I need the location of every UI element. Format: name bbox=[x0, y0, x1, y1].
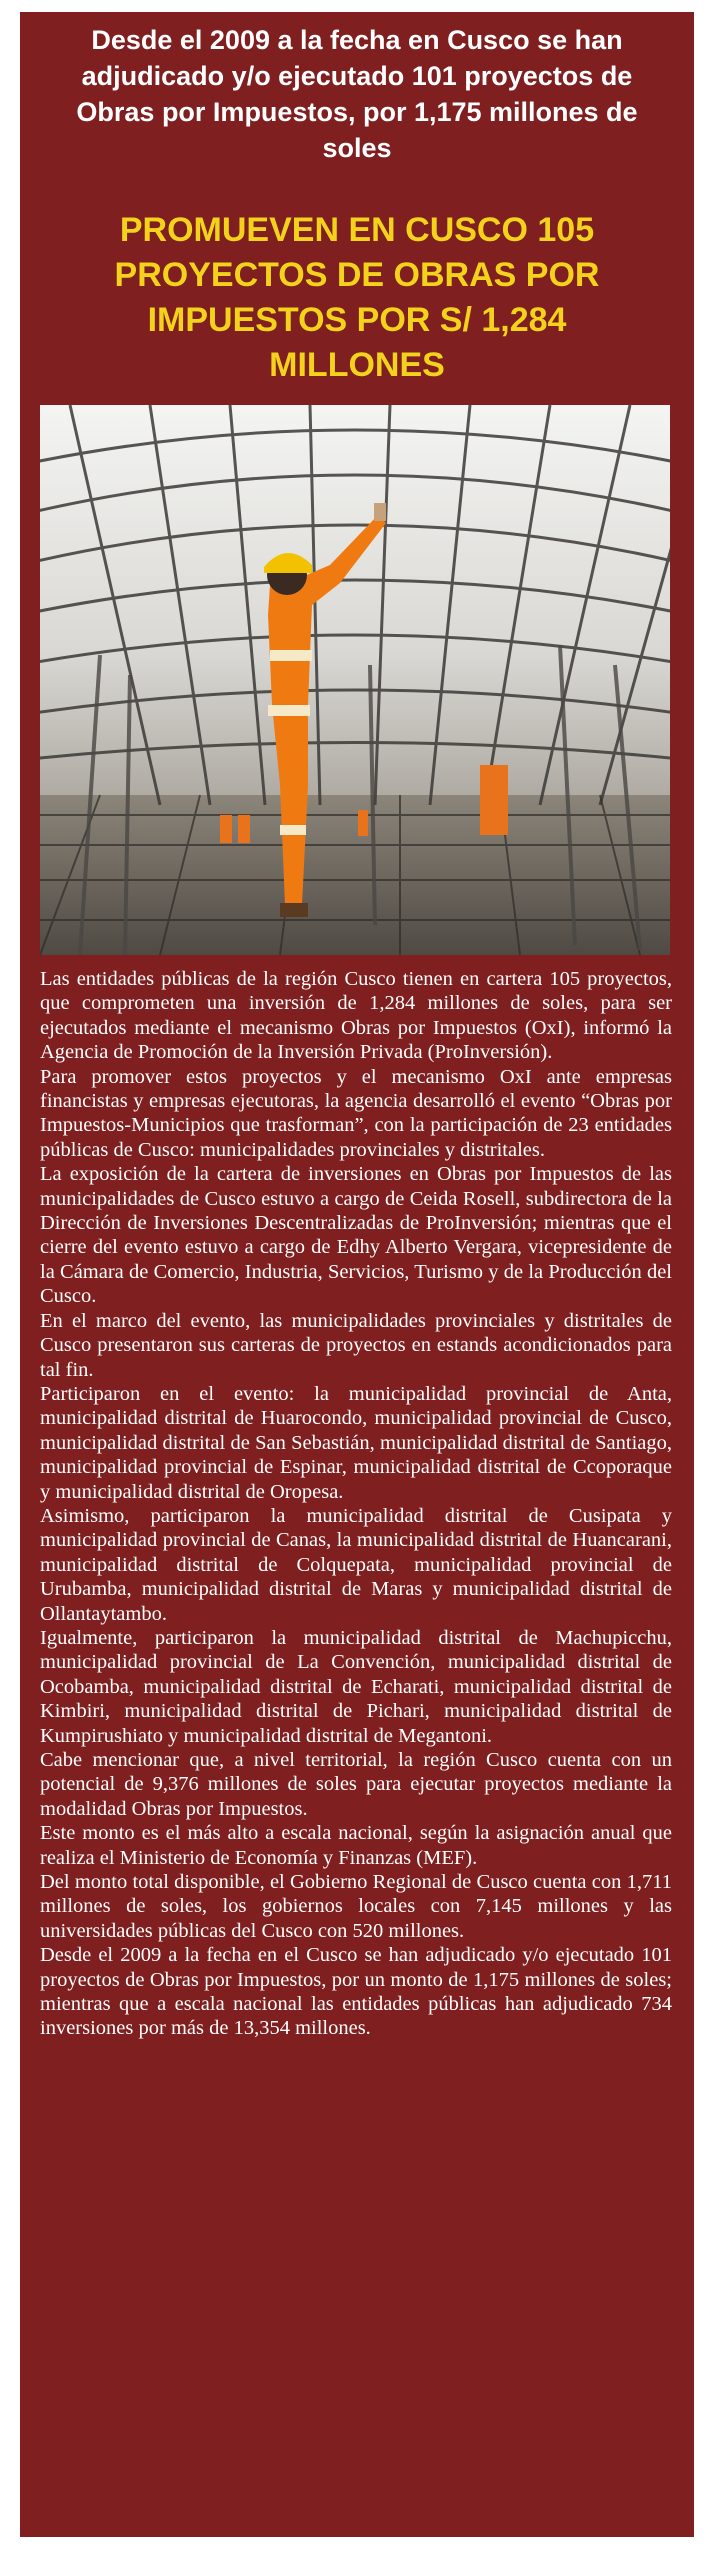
article-panel bbox=[20, 12, 694, 2537]
construction-worker-photo bbox=[40, 405, 670, 955]
article-paragraph: Para promover estos proyectos y el mecanismo OxI ante empresas financistas y empresas ejecutoras, la agencia desarrolló el evento “Obras por Impuestos-Municipios que trasforman”, con la participación de 23 entidades públicas de Cusco: municipalidades provinciales y distritales. bbox=[40, 1065, 672, 1161]
article-paragraph: Asimismo, participaron la municipalidad distrital de Cusipata y municipalidad provincial de Canas, la municipalidad distrital de Huancarani, municipalidad distrital de Colquepata, municipalidad provincial de Urubamba, municipalidad distrital de Maras y municipalidad distrital de Ollantaytambo. bbox=[40, 1504, 672, 1625]
article-paragraph: Participaron en el evento: la municipalidad provincial de Anta, municipalidad distrital de Huarocondo, municipalidad provincial de Cusco, municipalidad distrital de San Sebastián, municipalidad distrital de Santiago, municipalidad provincial de Espinar, municipalidad distrital de Ccoporaque y municipalidad distrital de Oropesa. bbox=[40, 1382, 672, 1503]
article-paragraph: En el marco del evento, las municipalidades provinciales y distritales de Cusco presentaron sus carteras de proyectos en estands acondicionados para tal fin. bbox=[40, 1309, 672, 1381]
article-headline: PROMUEVEN EN CUSCO 105 PROYECTOS DE OBRAS POR IMPUESTOS POR S/ 1,284 MILLONES bbox=[114, 211, 600, 384]
article-paragraph: Igualmente, participaron la municipalidad distrital de Machupicchu, municipalidad provincial de La Convención, municipalidad distrital de Ocobamba, municipalidad distrital de Echarati, municipalidad distrital de Kimbiri, municipalidad distrital de Pichari, municipalidad distrital de Kumpirushiato y municipalidad distrital de Megantoni. bbox=[40, 1626, 672, 1747]
article-paragraph: Desde el 2009 a la fecha en el Cusco se han adjudicado y/o ejecutado 101 proyectos de Obras por Impuestos, por un monto de 1,175 millones de soles; mientras que a escala nacional las entidades públicas han adjudicado 734 inversiones por más de 13,354 millones. bbox=[40, 1944, 672, 2040]
article-paragraph: La exposición de la cartera de inversiones en Obras por Impuestos de las municipalidades de Cusco estuvo a cargo de Ceida Rosell, subdirectora de la Dirección de Inversiones Descentralizadas de ProInversión; mientras que el cierre del evento estuvo a cargo de Edhy Alberto Vergara, vicepresidente de la Cámara de Comercio, Industria, Servicios, Turismo y de la Producción del Cusco. bbox=[40, 1163, 672, 1308]
article-paragraph: Del monto total disponible, el Gobierno Regional de Cusco cuenta con 1,711 millones de soles, los gobiernos locales con 7,145 millones y las universidades públicas del Cusco con 520 millones. bbox=[40, 1871, 672, 1942]
article-kicker: Desde el 2009 a la fecha en Cusco se han adjudicado y/o ejecutado 101 proyectos de Obras por Impuestos, por 1,175 millones de soles bbox=[76, 25, 638, 163]
article-paragraph: Este monto es el más alto a escala nacional, según la asignación anual que realiza el Ministerio de Economía y Finanzas (MEF). bbox=[40, 1822, 672, 1869]
article-paragraph: Cabe mencionar que, a nivel territorial, la región Cusco cuenta con un potencial de 9,376 millones de soles para ejecutar proyectos mediante la modalidad Obras por Impuestos. bbox=[40, 1749, 672, 1820]
article-paragraph: Las entidades públicas de la región Cusco tienen en cartera 105 proyectos, que comprometen una inversión de 1,284 millones de soles, para ser ejecutados mediante el mecanismo Obras por Impuestos (OxI), informó la Agencia de Promoción de la Inversión Privada (ProInversión). bbox=[40, 968, 672, 1064]
article-body bbox=[40, 967, 672, 2041]
